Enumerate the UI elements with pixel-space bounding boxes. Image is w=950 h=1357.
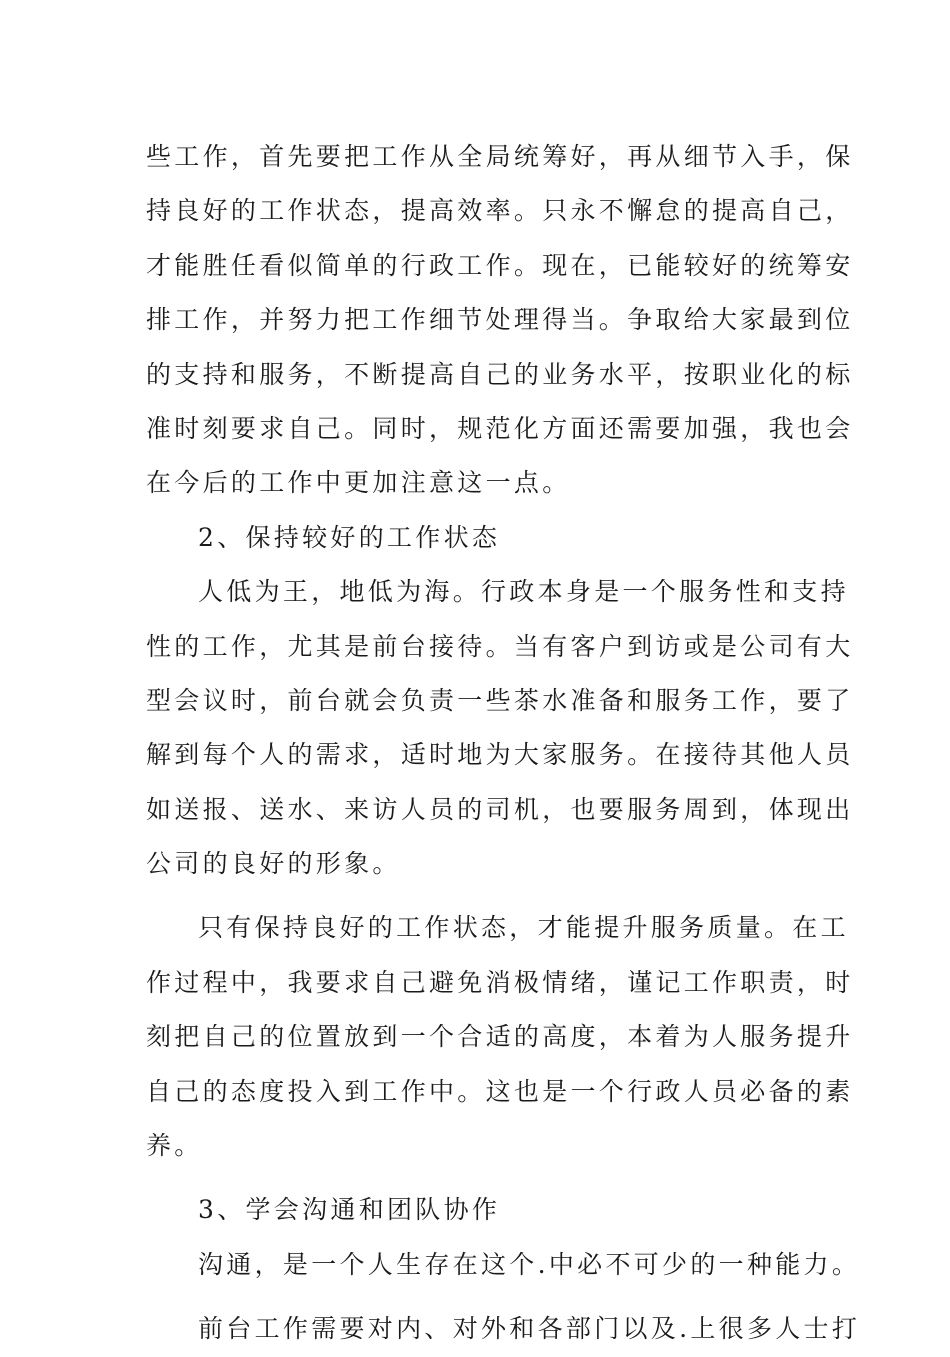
text-line: 2、保持较好的工作状态 [198, 522, 501, 552]
text-line: 准时刻要求自己。同时，规范化方面还需要加强，我也会 [146, 413, 854, 443]
text-line: 型会议时，前台就会负责一些茶水准备和服务工作，要了 [146, 685, 854, 715]
text-line: 些工作，首先要把工作从全局统筹好，再从细节入手，保 [146, 142, 854, 171]
text-line: 的支持和服务，不断提高自己的业务水平，按职业化的标 [146, 359, 854, 389]
text-line: 自己的态度投入到工作中。这也是一个行政人员必备的素 [146, 1076, 854, 1106]
text-line: 持良好的工作状态，提高效率。只永不懈怠的提高自己， [146, 196, 854, 226]
text-line: 在今后的工作中更加注意这一点。 [146, 468, 571, 498]
text-line: 养。 [146, 1131, 203, 1161]
paragraph-gap [146, 891, 806, 901]
text-line: 前台工作需要对内、对外和各部门以及.上很多人士打 [198, 1314, 861, 1344]
text-line: 公司的良好的形象。 [146, 849, 401, 879]
text-line: 人低为王，地低为海。行政本身是一个服务性和支持 [198, 577, 849, 607]
text-line: 才能胜任看似简单的行政工作。现在，已能较好的统筹安 [146, 250, 854, 280]
text-line: 作过程中，我要求自己避免消极情绪，谨记工作职责，时 [146, 967, 854, 997]
text-line: 刻把自己的位置放到一个合适的高度，本着为人服务提升 [146, 1022, 854, 1052]
text-line: 如送报、送水、来访人员的司机，也要服务周到，体现出 [146, 794, 854, 824]
paragraph-gap [146, 1173, 806, 1183]
text-line: 排工作，并努力把工作细节处理得当。争取给大家最到位 [146, 305, 854, 335]
paragraph-gap [146, 1292, 806, 1302]
text-line: 只有保持良好的工作状态，才能提升服务质量。在工 [198, 913, 849, 943]
text-line: 性的工作，尤其是前台接待。当有客户到访或是公司有大 [146, 631, 854, 661]
text-line: 3、学会沟通和团队协作 [198, 1195, 501, 1225]
text-line: 沟通，是一个人生存在这个.中必不可少的一种能力。 [198, 1249, 861, 1279]
document-body [146, 130, 861, 1357]
text-line: 解到每个人的需求，适时地为大家服务。在接待其他人员 [146, 740, 854, 770]
